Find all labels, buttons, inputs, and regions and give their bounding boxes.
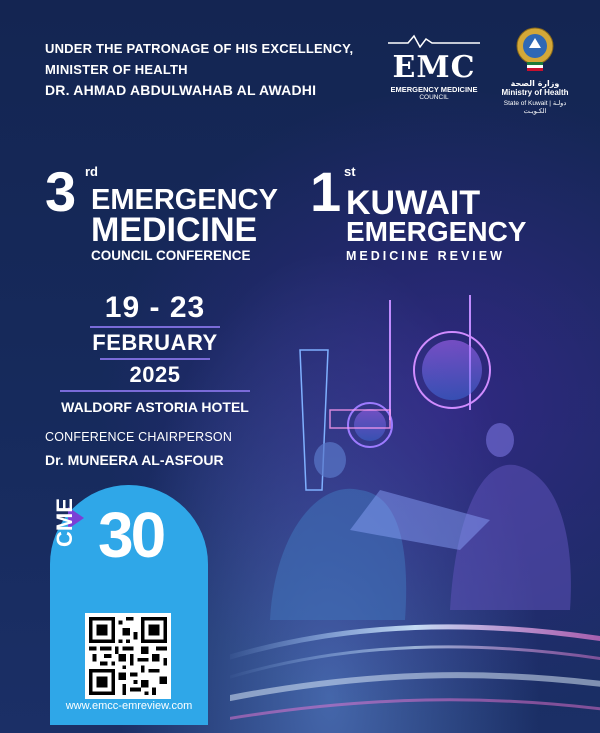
conference-2-subtitle: MEDICINE REVIEW	[346, 249, 505, 263]
patronage-line-1: UNDER THE PATRONAGE OF HIS EXCELLENCY,	[45, 41, 354, 56]
kuwait-towers-illustration	[230, 290, 600, 733]
emc-logo-line-2: COUNCIL	[419, 94, 449, 101]
conference-1-title-line-2: MEDICINE	[91, 211, 258, 249]
conference-1-title-line-1: EMERGENCY	[91, 184, 278, 216]
date-divider	[100, 358, 210, 360]
conference-1-ordinal: rd	[85, 164, 98, 179]
patronage-block	[45, 38, 353, 101]
conference-2-ordinal: st	[344, 164, 356, 179]
chairperson-label: CONFERENCE CHAIRPERSON	[45, 430, 233, 444]
emc-logo-letters: EMC	[392, 50, 476, 85]
event-dates	[45, 292, 265, 418]
qr-code[interactable]	[85, 613, 171, 699]
conference-2-title-line-1: KUWAIT	[346, 184, 481, 222]
cme-credits: 30	[98, 499, 164, 571]
event-days: 19 - 23	[104, 291, 206, 324]
conference-1-number: 3	[45, 160, 75, 223]
ministry-of-health-logo	[495, 26, 575, 115]
qr-code-icon	[89, 617, 167, 695]
moh-state: State of Kuwait | دولـة الكـويـت	[503, 100, 567, 115]
moh-arabic-name: وزارة الصحة	[510, 79, 560, 88]
chairperson-name: Dr. MUNEERA AL-ASFOUR	[45, 452, 224, 468]
chairperson-block	[45, 430, 232, 468]
kuwait-emblem-icon	[515, 26, 555, 72]
event-month: FEBRUARY	[92, 330, 218, 355]
patronage-line-2: MINISTER OF HEALTH	[45, 62, 188, 77]
cme-label: CME	[52, 498, 77, 547]
conference-1-subtitle: COUNCIL CONFERENCE	[91, 248, 251, 263]
event-venue: WALDORF ASTORIA HOTEL	[61, 399, 249, 415]
conference-2-number: 1	[310, 160, 340, 223]
emc-logo-line-1: EMERGENCY MEDICINE	[390, 85, 478, 94]
conference-2-title-line-2: EMERGENCY	[346, 216, 527, 247]
event-year: 2025	[129, 362, 181, 387]
moh-english-name: Ministry of Health	[501, 88, 569, 97]
cme-badge	[50, 485, 208, 725]
date-divider	[60, 390, 250, 392]
patronage-minister-name: DR. AHMAD ABDULWAHAB AL AWADHI	[45, 82, 317, 98]
emc-logo	[388, 34, 480, 101]
heartbeat-icon	[388, 34, 480, 48]
date-divider	[90, 326, 220, 328]
website-link[interactable]: www.emcc-emreview.com	[65, 700, 193, 712]
